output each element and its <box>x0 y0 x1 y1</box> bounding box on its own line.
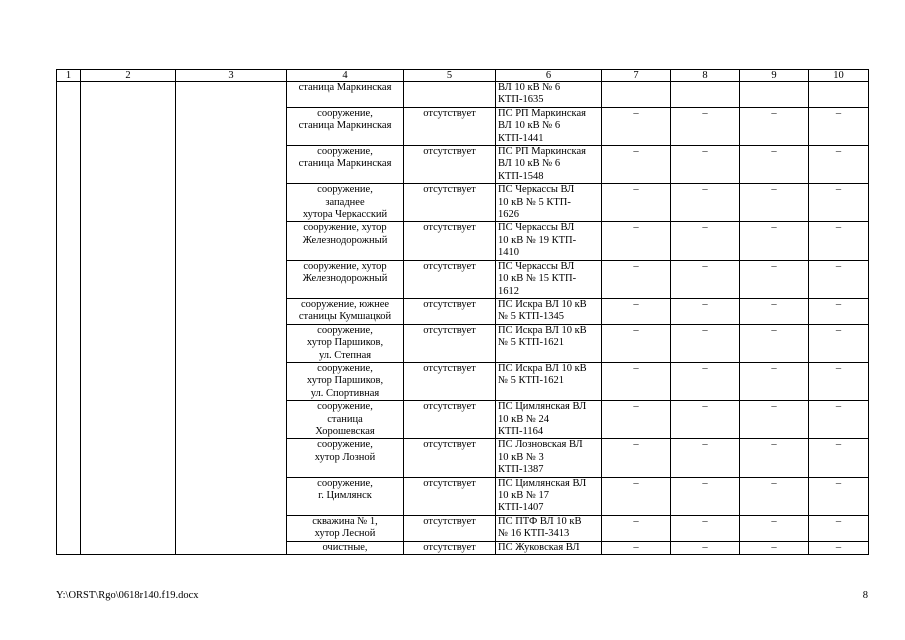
col-header: 9 <box>740 70 809 82</box>
dash-cell: – <box>809 401 869 439</box>
status-cell: отсутствует <box>404 222 496 260</box>
status-cell: отсутствует <box>404 260 496 298</box>
dash-cell: – <box>809 260 869 298</box>
location-cell: сооружение, хутор Паршиков, ул. Степная <box>287 324 404 362</box>
footer-file-path: Y:\ORST\Rgo\0618r140.f19.docx <box>56 590 199 601</box>
dash-cell: – <box>809 477 869 515</box>
substation-cell: ПС Искра ВЛ 10 кВ № 5 КТП-1621 <box>496 324 602 362</box>
col-header: 10 <box>809 70 869 82</box>
dash-cell: – <box>602 541 671 554</box>
dash-cell: – <box>671 324 740 362</box>
location-cell: станица Маркинская <box>287 82 404 108</box>
location-cell: скважина № 1, хутор Лесной <box>287 515 404 541</box>
table-body <box>57 82 869 555</box>
status-cell: отсутствует <box>404 515 496 541</box>
dash-cell: – <box>740 298 809 324</box>
dash-cell: – <box>602 439 671 477</box>
substation-cell: ПС Черкассы ВЛ 10 кВ № 5 КТП- 1626 <box>496 184 602 222</box>
dash-cell: – <box>809 515 869 541</box>
dash-cell: – <box>809 184 869 222</box>
location-cell: сооружение, хутор Железнодорожный <box>287 222 404 260</box>
location-cell: сооружение, хутор Лозной <box>287 439 404 477</box>
dash-cell <box>809 82 869 108</box>
dash-cell: – <box>740 477 809 515</box>
col-header: 7 <box>602 70 671 82</box>
col-header: 3 <box>176 70 287 82</box>
status-cell: отсутствует <box>404 184 496 222</box>
dash-cell: – <box>602 324 671 362</box>
dash-cell <box>671 82 740 108</box>
substation-cell: ПС РП Маркинская ВЛ 10 кВ № 6 КТП-1441 <box>496 107 602 145</box>
col-header: 2 <box>81 70 176 82</box>
dash-cell: – <box>671 107 740 145</box>
substation-cell: ПС Искра ВЛ 10 кВ № 5 КТП-1345 <box>496 298 602 324</box>
dash-cell: – <box>671 515 740 541</box>
dash-cell: – <box>740 362 809 400</box>
data-table <box>56 69 869 555</box>
dash-cell: – <box>740 146 809 184</box>
dash-cell: – <box>671 222 740 260</box>
dash-cell: – <box>671 298 740 324</box>
col1-blank <box>57 82 81 555</box>
dash-cell: – <box>740 401 809 439</box>
dash-cell: – <box>671 477 740 515</box>
dash-cell: – <box>740 184 809 222</box>
dash-cell: – <box>602 362 671 400</box>
dash-cell: – <box>671 541 740 554</box>
dash-cell: – <box>671 146 740 184</box>
location-cell: сооружение, станица Маркинская <box>287 107 404 145</box>
substation-cell: ПС РП Маркинская ВЛ 10 кВ № 6 КТП-1548 <box>496 146 602 184</box>
dash-cell: – <box>809 362 869 400</box>
substation-cell: ПС Черкассы ВЛ 10 кВ № 19 КТП- 1410 <box>496 222 602 260</box>
dash-cell: – <box>809 439 869 477</box>
substation-cell: ПС ПТФ ВЛ 10 кВ № 16 КТП-3413 <box>496 515 602 541</box>
location-cell: сооружение, хутор Паршиков, ул. Спортивная <box>287 362 404 400</box>
dash-cell: – <box>809 146 869 184</box>
dash-cell: – <box>602 515 671 541</box>
status-cell: отсутствует <box>404 298 496 324</box>
dash-cell <box>602 82 671 108</box>
dash-cell: – <box>809 222 869 260</box>
header-row <box>57 70 869 82</box>
dash-cell <box>740 82 809 108</box>
status-cell: отсутствует <box>404 362 496 400</box>
col-header: 5 <box>404 70 496 82</box>
substation-cell: ПС Искра ВЛ 10 кВ № 5 КТП-1621 <box>496 362 602 400</box>
status-cell: отсутствует <box>404 146 496 184</box>
col2-blank <box>81 82 176 555</box>
location-cell: сооружение, южнее станицы Кумшацкой <box>287 298 404 324</box>
location-cell: сооружение, г. Цимлянск <box>287 477 404 515</box>
dash-cell: – <box>809 107 869 145</box>
col-header: 4 <box>287 70 404 82</box>
location-cell: очистные, <box>287 541 404 554</box>
status-cell: отсутствует <box>404 324 496 362</box>
dash-cell: – <box>671 439 740 477</box>
dash-cell: – <box>809 541 869 554</box>
location-cell: сооружение, станица Маркинская <box>287 146 404 184</box>
substation-cell: ПС Цимлянская ВЛ 10 кВ № 24 КТП-1164 <box>496 401 602 439</box>
dash-cell: – <box>602 401 671 439</box>
table-row <box>57 82 869 108</box>
col-header: 8 <box>671 70 740 82</box>
col3-blank <box>176 82 287 555</box>
substation-cell: ВЛ 10 кВ № 6 КТП-1635 <box>496 82 602 108</box>
dash-cell: – <box>671 362 740 400</box>
dash-cell: – <box>740 107 809 145</box>
dash-cell: – <box>740 541 809 554</box>
dash-cell: – <box>602 184 671 222</box>
status-cell: отсутствует <box>404 541 496 554</box>
substation-cell: ПС Цимлянская ВЛ 10 кВ № 17 КТП-1407 <box>496 477 602 515</box>
dash-cell: – <box>602 477 671 515</box>
dash-cell: – <box>740 260 809 298</box>
location-cell: сооружение, станица Хорошевская <box>287 401 404 439</box>
dash-cell: – <box>671 184 740 222</box>
dash-cell: – <box>602 107 671 145</box>
dash-cell: – <box>602 146 671 184</box>
status-cell: отсутствует <box>404 401 496 439</box>
substation-cell: ПС Лозновская ВЛ 10 кВ № 3 КТП-1387 <box>496 439 602 477</box>
dash-cell: – <box>740 222 809 260</box>
dash-cell: – <box>602 298 671 324</box>
dash-cell: – <box>671 260 740 298</box>
status-cell: отсутствует <box>404 477 496 515</box>
dash-cell: – <box>809 298 869 324</box>
status-cell: отсутствует <box>404 439 496 477</box>
substation-cell: ПС Черкассы ВЛ 10 кВ № 15 КТП- 1612 <box>496 260 602 298</box>
location-cell: сооружение, хутор Железнодорожный <box>287 260 404 298</box>
dash-cell: – <box>740 515 809 541</box>
location-cell: сооружение, западнее хутора Черкасский <box>287 184 404 222</box>
col-header: 1 <box>57 70 81 82</box>
dash-cell: – <box>602 260 671 298</box>
dash-cell: – <box>740 439 809 477</box>
dash-cell: – <box>740 324 809 362</box>
substation-cell: ПС Жуковская ВЛ <box>496 541 602 554</box>
dash-cell: – <box>671 401 740 439</box>
col-header: 6 <box>496 70 602 82</box>
status-cell: отсутствует <box>404 107 496 145</box>
footer-page-number: 8 <box>862 590 868 601</box>
status-cell <box>404 82 496 108</box>
dash-cell: – <box>602 222 671 260</box>
dash-cell: – <box>809 324 869 362</box>
